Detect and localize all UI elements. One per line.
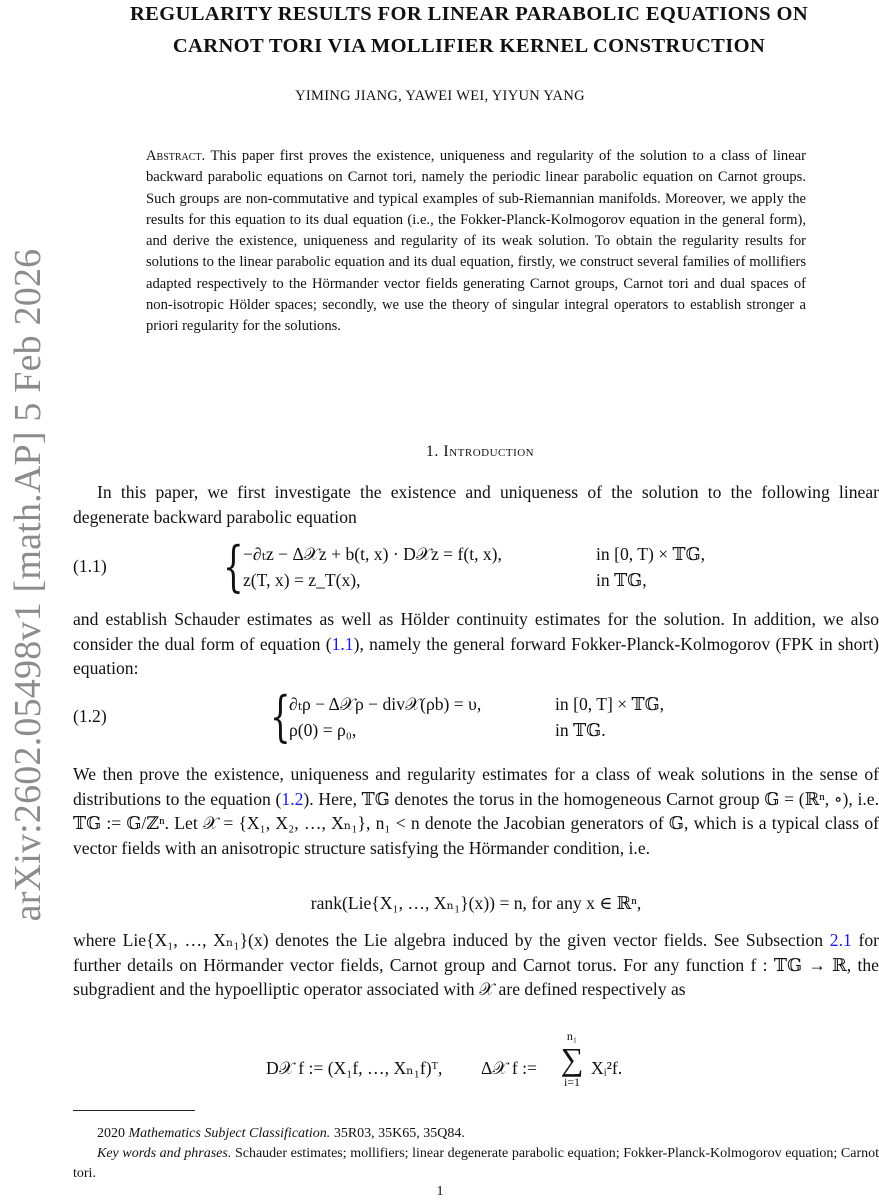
section-title: Introduction <box>443 443 535 460</box>
subsection-reference-link[interactable]: 2.1 <box>829 930 852 950</box>
section-heading-introduction <box>380 443 580 461</box>
equation-reference-link[interactable]: 1.1 <box>331 633 354 654</box>
paragraph-text: for further details on Hörmander vector fields, Carnot group and Carnot torus. For any function f : 𝕋𝔾 → ℝ, the subgradient and the hypoelliptic operator associated with 𝒳 are defined respectively as <box>73 930 879 999</box>
left-brace: { <box>270 685 291 748</box>
msc-year: 2020 <box>97 1126 125 1141</box>
abstract-text: This paper first proves the existence, uniqueness and regularity of the solution to a class of linear backward parabolic equations on Carnot tori, namely the periodic linear parabolic equation on Carnot groups. Such groups are non-commutative and typical examples of sub-Riemannian manifolds. Moreover, we apply the results for this equation to its dual equation (i.e., the Fokker-Planck-Kolmogorov equation in the general form), and derive the existence, uniqueness and regularity of its weak solution. To obtain the regularity results for solutions to the linear parabolic equation and its dual equation, firstly, we construct several families of mollifiers adapted respectively to the Hörmander vector fields generating Carnot groups, Carnot tori and dual spaces of non-isotropic Hölder spaces; secondly, we use the theory of singular integral operators to establish stronger a priori regularity for the solutions. <box>146 148 807 335</box>
equation-reference-link[interactable]: 1.2 <box>281 788 304 809</box>
equation-label: (1.1) <box>73 556 107 576</box>
paragraph-text: We then prove the existence, uniqueness and regularity estimates for a class of weak solutions in the sense of distributions to the equation ( <box>73 764 879 809</box>
paragraph-text: and establish Schauder estimates as well as Hölder continuity estimates for the solution. In addition, we also consider the dual form of equation ( <box>73 609 879 654</box>
intro-paragraph-1: In this paper, we first investigate the existence and uniqueness of the solution to the following linear degenerate backward parabolic equation <box>73 482 879 527</box>
intro-paragraph-3 <box>73 762 879 860</box>
equation-line-2: ρ(0) = ρ₀, <box>289 720 357 740</box>
equation-condition-1: in [0, T] × 𝕋𝔾, <box>555 694 665 714</box>
abstract <box>146 146 806 338</box>
title-line-2: CARNOT TORI VIA MOLLIFIER KERNEL CONSTRUCTION <box>172 35 766 57</box>
keywords-text: Schauder estimates; mollifiers; linear degenerate parabolic equation; Fokker-Planck-Kolmogorov equation; Carnot tori. <box>73 1146 879 1181</box>
equation-condition-2: in 𝕋𝔾, <box>596 570 647 590</box>
page-number: 1 <box>436 1184 444 1199</box>
footnote-msc <box>73 1124 879 1144</box>
arxiv-identifier-stamp: arXiv:2602.05498v1 [math.AP] 5 Feb 2026 <box>7 248 49 922</box>
sum-lower-limit: i=1 <box>563 1075 581 1089</box>
intro-paragraph-4 <box>73 928 879 1002</box>
msc-codes: 35R03, 35K65, 35Q84. <box>333 1126 465 1141</box>
hypoelliptic-operator-lhs: Δ𝒳 f := <box>481 1058 537 1078</box>
left-brace: { <box>223 535 244 598</box>
paper-title <box>60 0 878 62</box>
sum-upper-limit: n₁ <box>566 1029 578 1043</box>
footnote-keywords <box>73 1144 879 1184</box>
sum-symbol: ∑ <box>560 1041 584 1077</box>
equation-1-1 <box>73 535 879 600</box>
paragraph-text: where Lie{X₁, …, Xₙ₁}(x) denotes the Lie algebra induced by the given vector fields. See Subsection <box>73 930 830 950</box>
equation-condition-2: in 𝕋𝔾. <box>555 720 606 740</box>
hormander-rank-condition: rank(Lie{X₁, …, Xₙ₁}(x)) = n, for any x ∈ ℝⁿ, <box>310 893 642 913</box>
paragraph-text: ), namely the general forward Fokker-Planck-Kolmogorov (FPK in short) equation: <box>73 633 879 678</box>
section-number: 1. <box>425 443 439 460</box>
intro-paragraph-2 <box>73 607 879 681</box>
paragraph-text: ). Here, 𝕋𝔾 denotes the torus in the homogeneous Carnot group 𝔾 = (ℝⁿ, ∘), i.e. 𝕋𝔾 := 𝔾/ℤⁿ. Let 𝒳 = {X₁, X₂, …, Xₙ₁}, n₁ < n denote the Jacobian generators of 𝔾, which is a typical class of vector fields with an anisotropic structure satisfying the Hörmander condition, i.e. <box>73 788 879 858</box>
equation-line-1: ∂ₜρ − Δ𝒳ρ − div𝒳(ρb) = υ, <box>289 694 482 714</box>
author-list: YIMING JIANG, YAWEI WEI, YIYUN YANG <box>295 88 585 104</box>
equation-label: (1.2) <box>73 706 107 726</box>
title-line-1: REGULARITY RESULTS FOR LINEAR PARABOLIC EQUATIONS ON <box>129 3 809 25</box>
equation-line-1: −∂ₜz − Δ𝒳z + b(t, x) · D𝒳z = f(t, x), <box>243 544 502 564</box>
msc-label: Mathematics Subject Classification. <box>128 1126 331 1141</box>
hypoelliptic-operator-rhs: Xᵢ²f. <box>591 1058 623 1078</box>
operator-definitions <box>73 1030 879 1100</box>
keywords-label: Key words and phrases. <box>97 1146 232 1161</box>
equation-line-2: z(T, x) = z_T(x), <box>243 570 361 590</box>
equation-1-2 <box>73 685 879 750</box>
equation-condition-1: in [0, T) × 𝕋𝔾, <box>596 544 706 564</box>
summation <box>557 1030 587 1088</box>
abstract-label: Abstract. <box>146 148 206 164</box>
subgradient-definition: D𝒳 f := (X₁f, …, Xₙ₁f)ᵀ, <box>266 1058 443 1078</box>
footnote-divider <box>73 1110 195 1111</box>
